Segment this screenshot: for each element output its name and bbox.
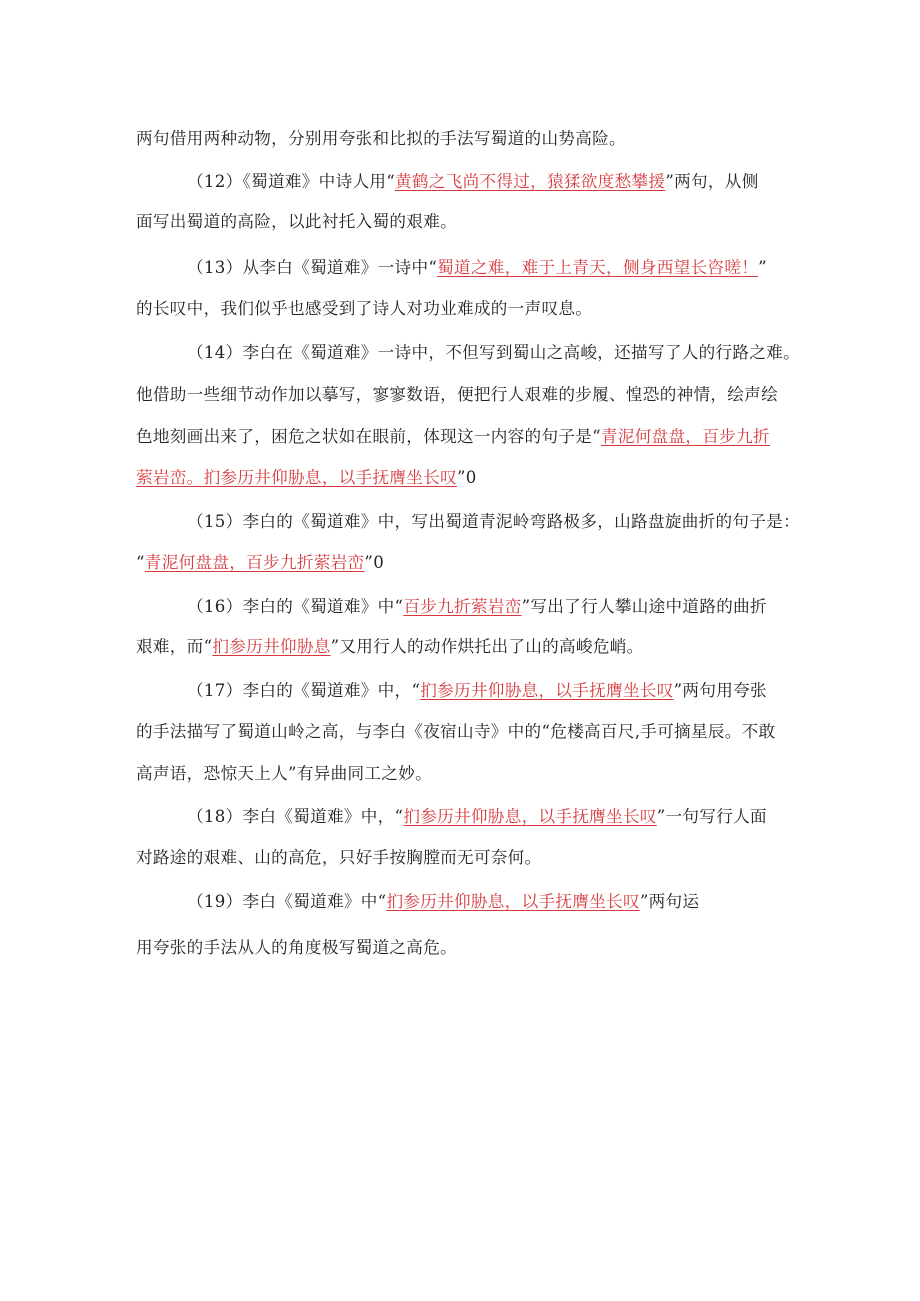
body-text: 的长叹中，我们似乎也感受到了诗人对功业难成的一声叹息。	[136, 299, 593, 318]
answer-text: 扪参历井仰胁息，以手抚膺坐长叹	[403, 807, 657, 826]
text-line	[187, 805, 767, 829]
body-text: 面写出蜀道的高险，以此衬托入蜀的艰难。	[136, 212, 457, 231]
text-line	[136, 762, 432, 786]
text-line	[187, 510, 800, 534]
text-line	[136, 720, 775, 744]
body-text: （13）从李白《蜀道难》一诗中“	[187, 258, 438, 277]
text-line	[187, 170, 759, 194]
body-text: ”又用行人的动作烘托出了山的高峻危峭。	[330, 637, 644, 656]
body-text: 对路途的艰难、山的高危，只好手按胸膛而无可奈何。	[136, 848, 542, 867]
body-text: （12）《蜀道难》中诗人用“	[187, 172, 396, 191]
text-line	[187, 256, 767, 280]
body-text: ”	[758, 258, 767, 277]
body-text: （14）李白在《蜀道难》一诗中，不但写到蜀山之高峻，还描写了人的行路之难。	[187, 343, 800, 362]
text-line	[136, 210, 457, 234]
text-line	[136, 936, 457, 960]
body-text: 高声语，恐惊天上人”有异曲同工之妙。	[136, 764, 432, 783]
body-text: ”一句写行人面	[656, 807, 767, 826]
answer-text: 扪参历井仰胁息	[212, 637, 331, 656]
text-line	[187, 341, 800, 365]
body-text: ”两句用夸张	[673, 681, 767, 700]
body-text: ”0	[364, 553, 385, 572]
body-text: （18）李白《蜀道难》中，“	[187, 807, 404, 826]
body-text: ”两句运	[639, 892, 700, 911]
answer-text: 蜀道之难，难于上青天，侧身西望长咨嗟！	[437, 258, 759, 277]
answer-text: 萦岩峦。扪参历井仰胁息，以手抚膺坐长叹	[136, 468, 457, 487]
body-text: 他借助一些细节动作加以摹写，寥寥数语，便把行人艰难的步履、惶恐的神情，绘声绘	[136, 385, 778, 404]
text-line	[187, 679, 767, 703]
body-text: （15）李白的《蜀道难》中，写出蜀道青泥岭弯路极多，山路盘旋曲折的句子是：	[187, 512, 800, 531]
text-line	[136, 383, 778, 407]
body-text: 艰难，而“	[136, 637, 213, 656]
body-text: 色地刻画出来了，困危之状如在眼前，体现这一内容的句子是“	[136, 427, 601, 446]
answer-text: 青泥何盘盘，百步九折	[600, 427, 770, 446]
answer-text: 百步九折萦岩峦	[403, 597, 522, 616]
text-line	[187, 595, 767, 619]
answer-text: 青泥何盘盘，百步九折萦岩峦	[144, 553, 365, 572]
answer-text: 扪参历井仰胁息，以手抚膺坐长叹	[420, 681, 674, 700]
body-text: “	[136, 553, 145, 572]
body-text: （16）李白的《蜀道难》中“	[187, 597, 404, 616]
body-text: （19）李白《蜀道难》中“	[187, 892, 387, 911]
text-line	[187, 890, 699, 914]
text-line	[136, 635, 644, 659]
text-line	[136, 425, 770, 449]
body-text: 用夸张的手法从人的角度极写蜀道之高危。	[136, 938, 457, 957]
body-text: 两句借用两种动物，分别用夸张和比拟的手法写蜀道的山势高险。	[136, 129, 626, 148]
text-line	[136, 466, 477, 490]
body-text: ”写出了行人攀山途中道路的曲折	[521, 597, 767, 616]
body-text: （17）李白的《蜀道难》中，“	[187, 681, 421, 700]
text-line	[136, 846, 541, 870]
body-text: ”0	[456, 468, 477, 487]
answer-text: 黄鹤之飞尚不得过，猿猱欲度愁攀援	[395, 172, 666, 191]
answer-text: 扪参历井仰胁息，以手抚膺坐长叹	[386, 892, 640, 911]
body-text: ”两句，从侧	[665, 172, 759, 191]
text-line	[136, 551, 384, 575]
text-line	[136, 127, 626, 151]
body-text: 的手法描写了蜀道山岭之高，与李白《夜宿山寺》中的“危楼高百尺,手可摘星辰。不敢	[136, 722, 776, 741]
text-line	[136, 297, 592, 321]
